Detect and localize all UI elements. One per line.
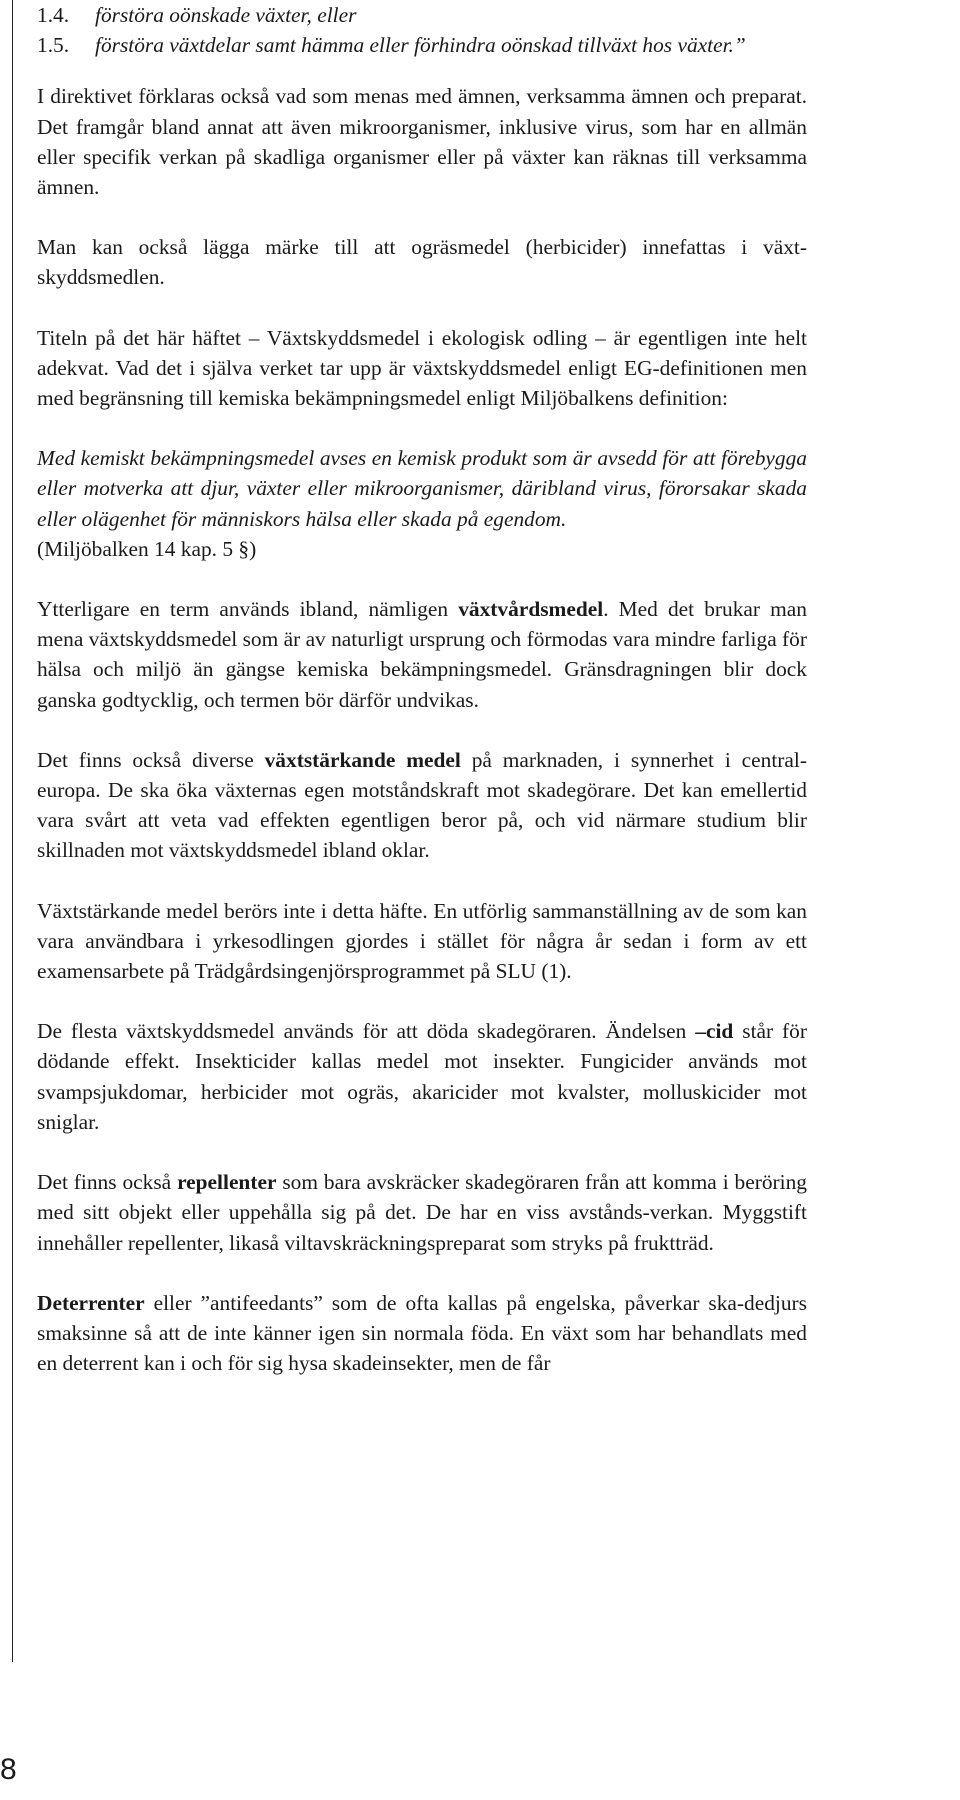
list-number: 1.5. bbox=[37, 33, 70, 58]
page-number: 8 bbox=[0, 1753, 17, 1786]
text-run: på marknaden, i synnerhet i central-europa. De ska öka växternas egen motståndskraft mot skadegörare. Det kan emellertid vara svårt att veta vad effekten egentligen beror på, och vid närmare studium blir skillnaden mot växtskyddsmedel ibland oklar. bbox=[37, 747, 807, 863]
paragraph-repellenter bbox=[37, 1167, 807, 1258]
text-run: Ytterligare en term används ibland, nämligen bbox=[37, 597, 459, 622]
paragraph-herbicides: Man kan också lägga märke till att ogräsmedel (herbicider) innefattas i växt-skyddsmedlen. bbox=[37, 235, 807, 290]
paragraph-vaxtvardsmedel bbox=[37, 594, 807, 715]
document-body bbox=[37, 0, 807, 1378]
quote-citation: (Miljöbalken 14 kap. 5 §) bbox=[37, 536, 257, 561]
text-run: står för dödande effekt. Insekticider kallas medel mot insekter. Fungicider används mot svampsjukdomar, herbicider mot ogräs, akaricider mot kvalster, molluskicider mot sniglar. bbox=[37, 1019, 807, 1134]
bold-term: Deterrenter bbox=[37, 1290, 145, 1315]
text-run: De flesta växtskyddsmedel används för att döda skadegöraren. Ändelsen bbox=[37, 1019, 696, 1044]
bold-term: –cid bbox=[695, 1019, 734, 1044]
paragraph-sammanstallning: Växtstärkande medel berörs inte i detta häfte. En utförlig sammanställning av de som kan vara användbara i yrkesodlingen gjordes i stället för några år sedan i form av ett examensarbete på Trädgårdsingenjörsprogrammet på SLU (1). bbox=[37, 898, 807, 984]
list-number: 1.4. bbox=[37, 3, 70, 27]
list-item bbox=[37, 30, 807, 60]
paragraph-title-note: Titeln på det här häftet – Växtskyddsmedel i ekologisk odling – är egentligen inte helt adekvat. Vad det i själva verket tar upp är växtskyddsmedel enligt EG-definitionen men med begränsning till kemiska bekämpningsmedel enligt Miljöbalkens definition: bbox=[37, 325, 807, 411]
text-run: Det finns också diverse bbox=[37, 747, 265, 772]
bold-term: repellenter bbox=[177, 1170, 277, 1195]
margin-rule bbox=[12, 0, 13, 1662]
paragraph-deterrenter bbox=[37, 1288, 807, 1379]
list-item bbox=[37, 0, 807, 30]
bold-term: växtvårdsmedel bbox=[458, 597, 604, 622]
text-run: Det finns också bbox=[37, 1170, 178, 1195]
list-text: förstöra växtdelar samt hämma eller förhindra oönskad tillväxt hos växter.” bbox=[95, 33, 746, 58]
text-run: . Med det brukar man mena växtskyddsmedel som är av naturligt ursprung och förmodas vara mindre farliga för hälsa och miljö än gängse kemiska bekämpningsmedel. Gränsdragningen blir dock ganska godtycklig, och termen bör därför undvikas. bbox=[37, 597, 807, 712]
paragraph-directive: I direktivet förklaras också vad som menas med ämnen, verksamma ämnen och preparat. Det framgår bland annat att även mikroorganismer, inklusive virus, som har en allmän eller specifik verkan på skadliga organismer eller på växter kan räknas till verksamma ämnen. bbox=[37, 84, 807, 200]
text-run: eller ”antifeedants” som de ofta kallas på engelska, påverkar ska-dedjurs smaksinne så att de inte känner igen sin normala föda. En växt som har behandlats med en deterrent kan i och för sig hysa skadeinsekter, men de får bbox=[37, 1290, 807, 1376]
paragraph-cid bbox=[37, 1016, 807, 1137]
bold-term: växtstärkande medel bbox=[264, 747, 461, 772]
paragraph-vaxtstarkande bbox=[37, 745, 807, 866]
quote-definition: Med kemiskt bekämpningsmedel avses en kemisk produkt som är avsedd för att förebygga eller motverka att djur, växter eller mikroorganismer, däribland virus, förorsakar skada eller olägenhet för människors hälsa eller skada på egendom. bbox=[37, 446, 807, 531]
text-run: som bara avskräcker skadegöraren från att komma i beröring med sitt objekt eller uppehålla sig på det. De har en viss avstånds-verkan. Myggstift innehåller repellenter, likaså viltavskräckningspreparat som stryks på fruktträd. bbox=[37, 1170, 808, 1255]
list-text: förstöra oönskade växter, eller bbox=[95, 3, 357, 27]
